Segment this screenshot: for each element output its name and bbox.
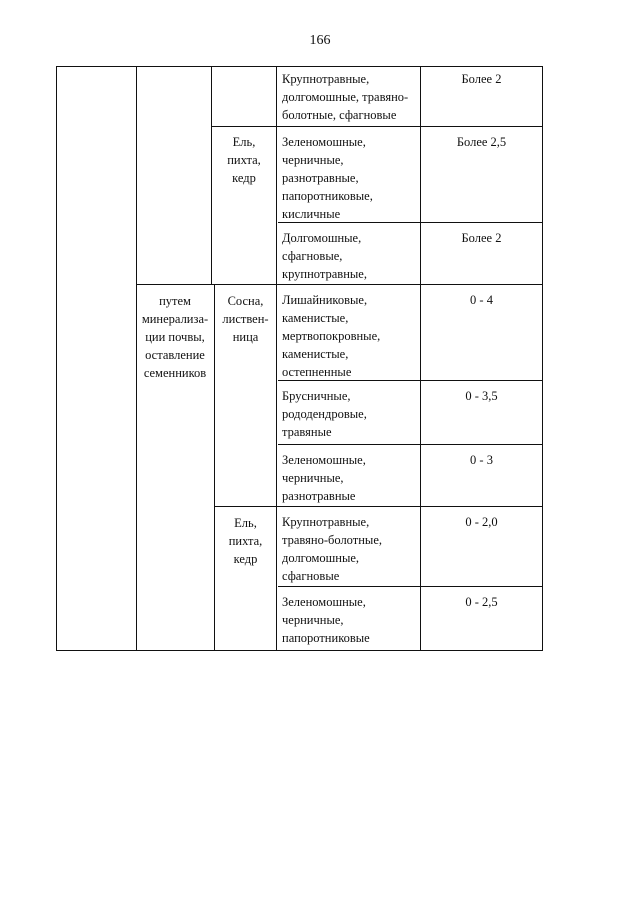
table-rule xyxy=(56,66,543,67)
forest-type-cell: Зеленомошные, черничные, разнотравные, папоротниковые, кисличные xyxy=(282,135,373,221)
value-cell: 0 - 4 xyxy=(470,293,493,307)
value-cell: 0 - 2,0 xyxy=(465,515,498,529)
forest-type-cell: Долгомошные, сфагновые, крупнотравные, xyxy=(282,231,367,281)
forest-type-cell: Крупнотравные, травяно-болотные, долгомошные, сфагновые xyxy=(282,515,382,583)
table-rule xyxy=(56,66,57,651)
table-rule xyxy=(56,650,543,651)
forest-type-cell: Крупнотравные, долгомошные, травяно- болотные, сфагновые xyxy=(282,72,409,122)
table-rule xyxy=(542,66,543,651)
species-cell: Сосна, листвен- ница xyxy=(222,294,269,344)
value-cell: 0 - 2,5 xyxy=(465,595,498,609)
value-cell: 0 - 3 xyxy=(470,453,493,467)
species-cell: Ель, пихта, кедр xyxy=(228,516,263,566)
table-rule xyxy=(214,506,543,507)
value-cell: 0 - 3,5 xyxy=(465,389,498,403)
species-cell: Ель, пихта, кедр xyxy=(227,135,261,185)
value-cell: Более 2,5 xyxy=(456,135,507,149)
forest-type-cell: Лишайниковые, каменистые, мертвопокровные, каменистые, остепненные xyxy=(282,293,381,379)
page-number: 166 xyxy=(309,33,331,48)
table-rule xyxy=(136,284,543,285)
forest-type-cell: Зеленомошные, черничные, разнотравные xyxy=(282,453,366,503)
table-rule xyxy=(420,66,421,651)
value-cell: Более 2 xyxy=(461,72,502,86)
forest-type-cell: Брусничные, рододендровые, травяные xyxy=(282,389,367,439)
table-rule xyxy=(211,126,543,127)
table-rule xyxy=(278,586,543,587)
value-cell: Более 2 xyxy=(461,231,502,245)
table-rule xyxy=(278,444,543,445)
forest-type-cell: Зеленомошные, черничные, папоротниковые xyxy=(282,595,370,645)
method-cell: путем минерализа- ции почвы, оставление семенников xyxy=(141,294,209,380)
